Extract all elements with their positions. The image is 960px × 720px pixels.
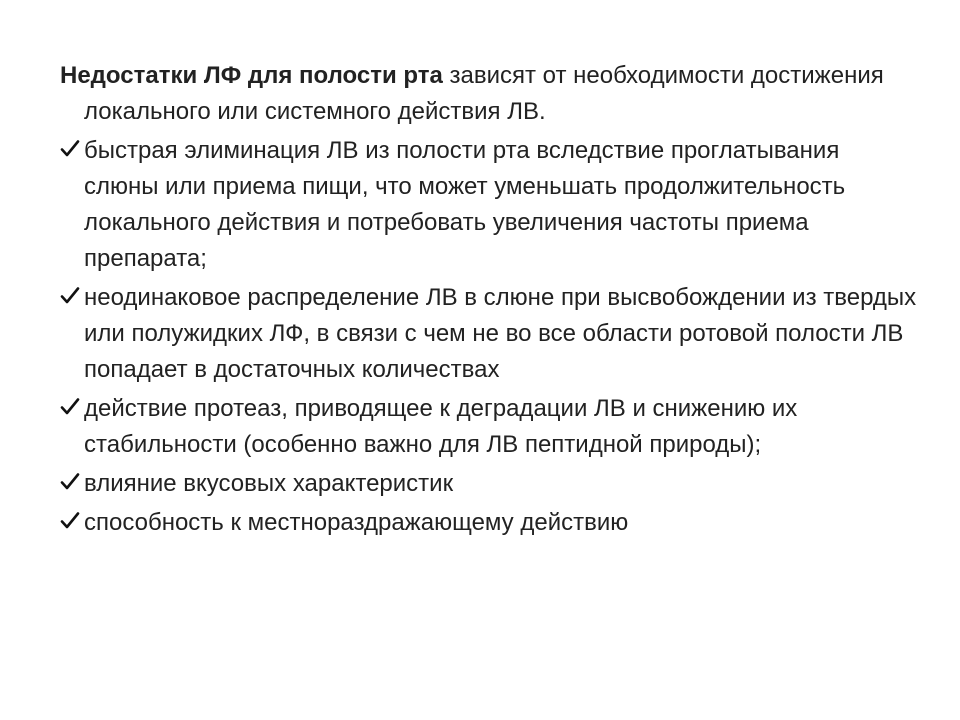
list-item [60, 133, 920, 277]
checkmark-icon [60, 505, 82, 541]
intro-text: зависят от необходимости достижения локального или системного действия ЛВ. [84, 62, 884, 125]
bullet-list [60, 133, 920, 541]
checkmark-icon [60, 280, 82, 316]
list-item-text: действие протеаз, приводящее к деградации ЛВ и снижению их стабильности (особенно важно для ЛВ пептидной природы); [84, 395, 798, 458]
list-item-text: способность к местнораздражающему действию [84, 509, 629, 536]
checkmark-icon [60, 133, 82, 169]
list-item-text: быстрая элиминация ЛВ из полости рта вследствие проглатывания слюны или приема пищи, что может уменьшать продолжительность локального действия и потребовать увеличения частоты приема препарата; [84, 137, 846, 272]
list-item [60, 466, 920, 502]
intro-paragraph [60, 58, 920, 130]
checkmark-icon [60, 466, 82, 502]
list-item [60, 280, 920, 388]
list-item [60, 391, 920, 463]
slide-content [60, 58, 920, 544]
intro-heading: Недостатки ЛФ для полости рта [60, 62, 443, 89]
list-item-text: влияние вкусовых характеристик [84, 470, 454, 497]
checkmark-icon [60, 391, 82, 427]
list-item [60, 505, 920, 541]
list-item-text: неодинаковое распределение ЛВ в слюне при высвобождении из твердых или полужидких ЛФ, в связи с чем не во все области ротовой полости ЛВ попадает в достаточных количествах [84, 284, 917, 383]
